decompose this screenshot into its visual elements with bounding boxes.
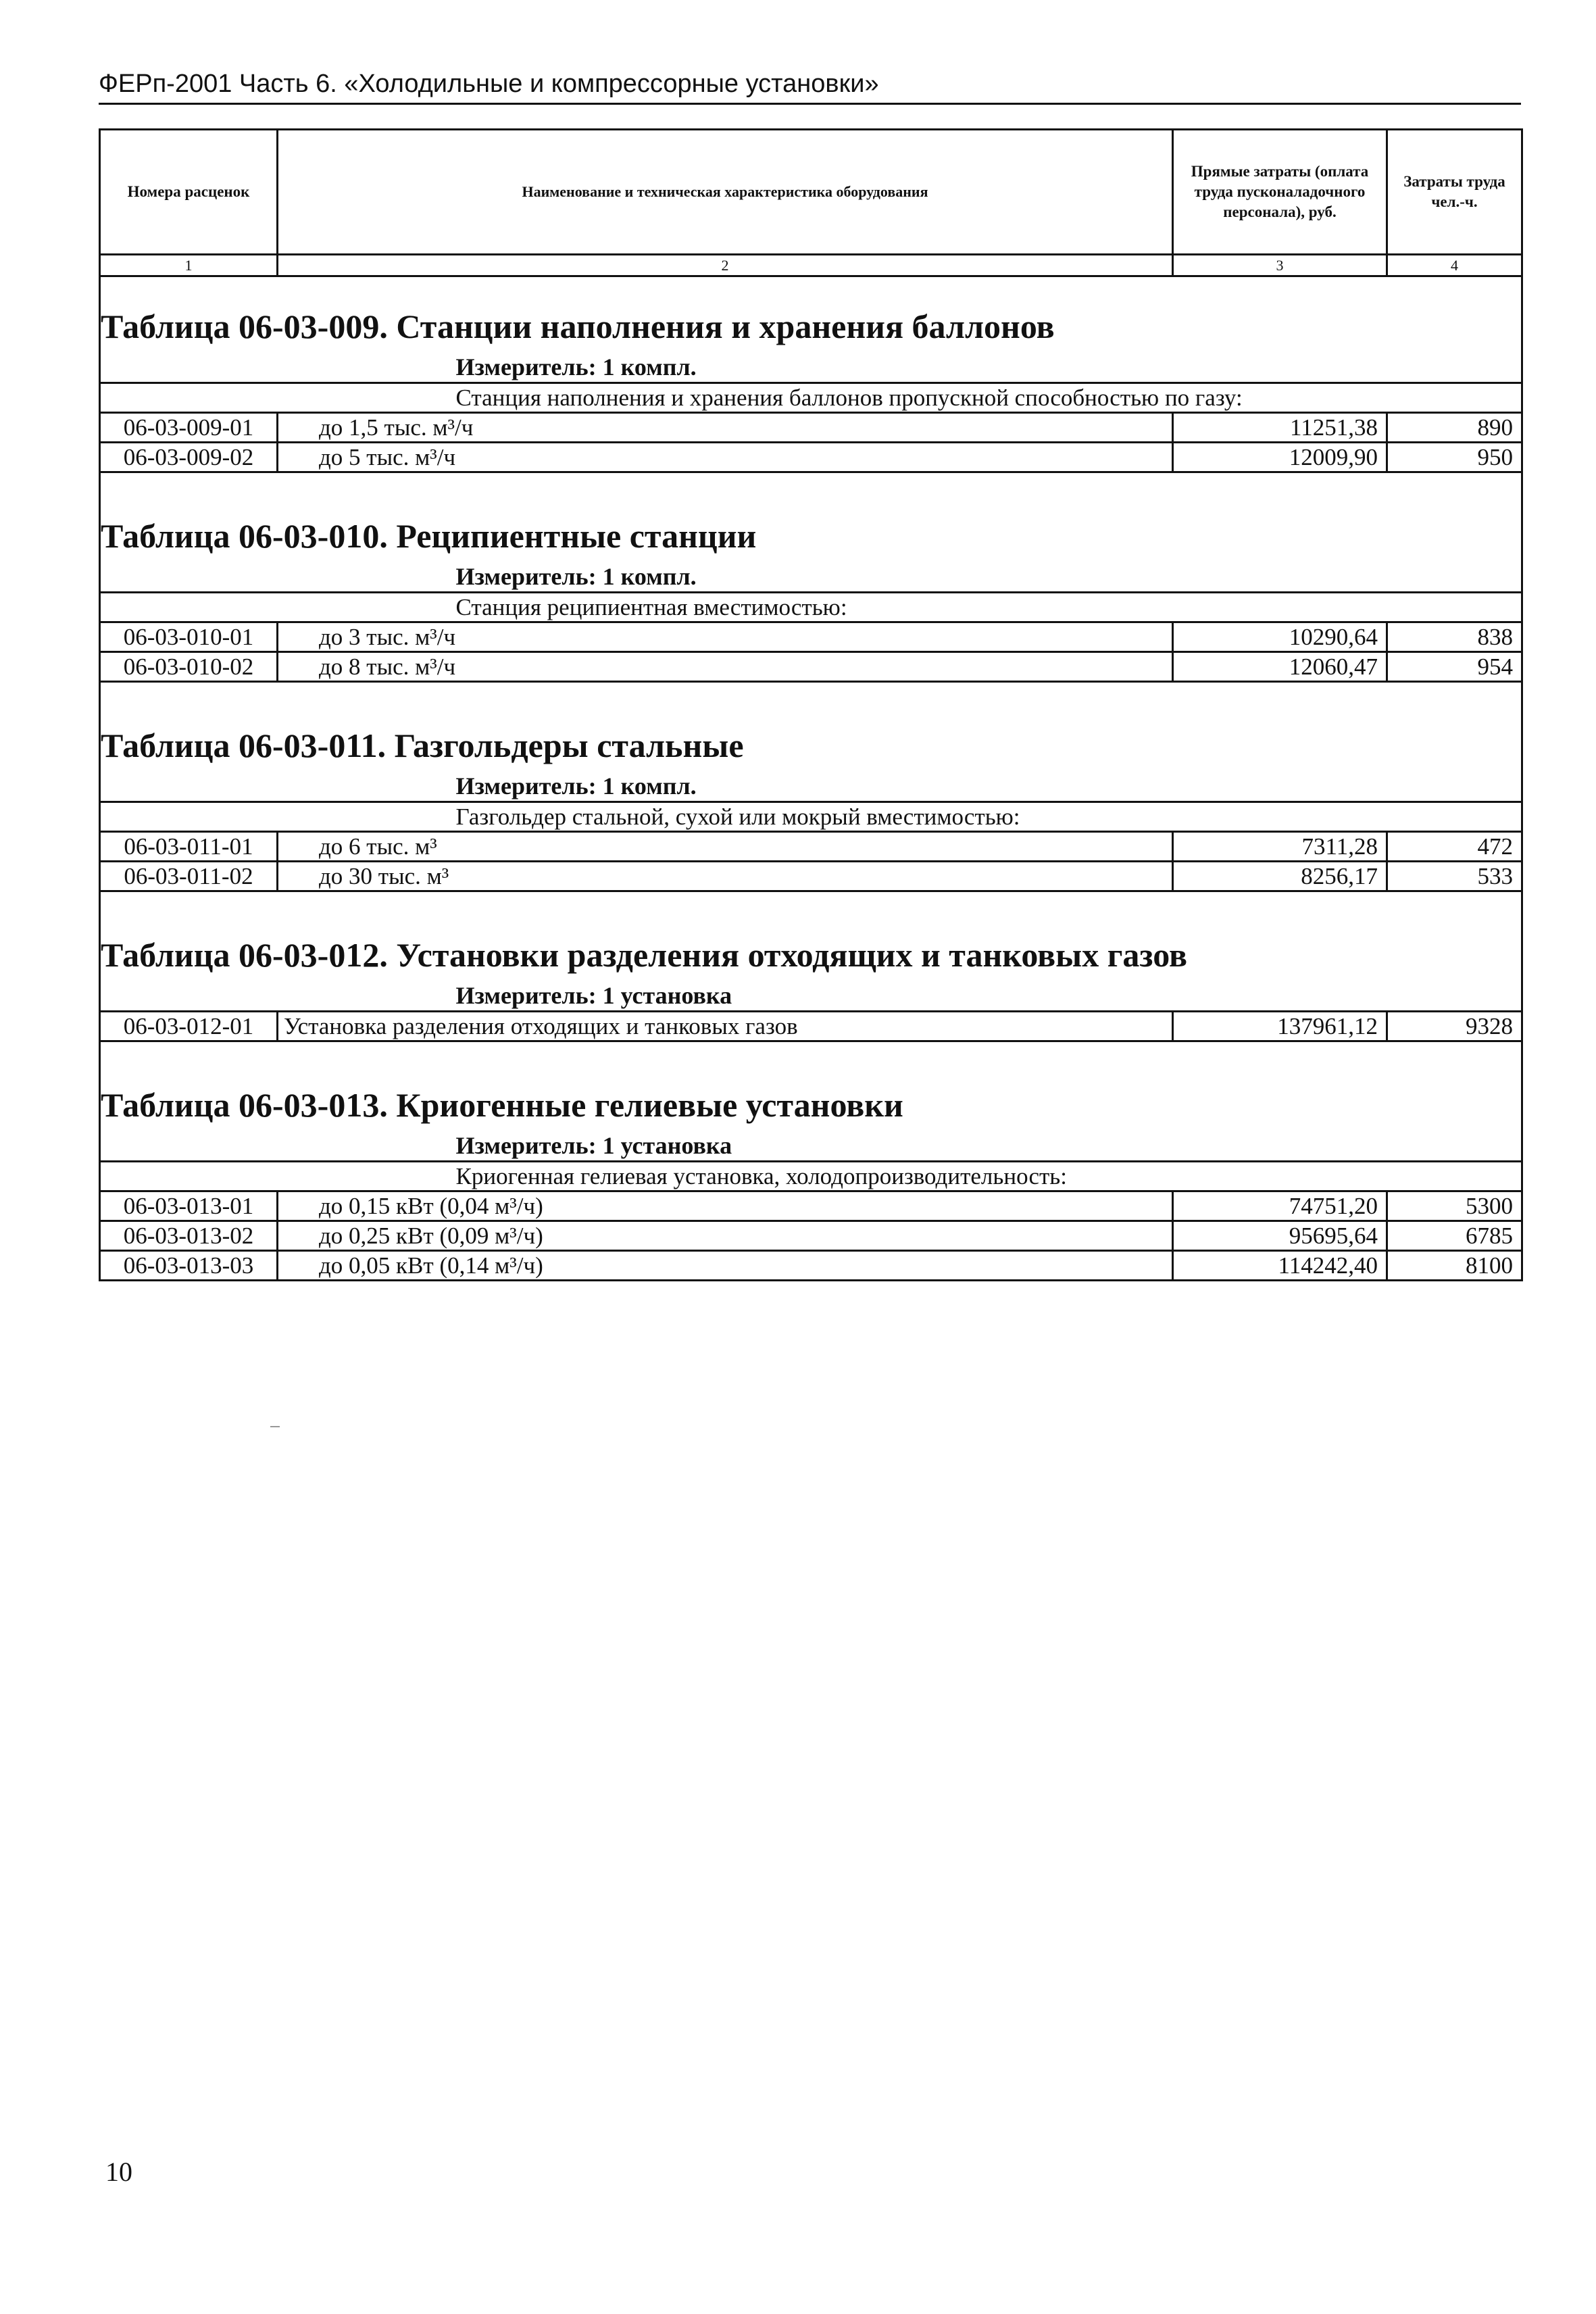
column-number: 3 [1173,255,1387,276]
direct-cost: 11251,38 [1173,413,1387,443]
section-title-row [100,472,1522,560]
section-title-row [100,891,1522,979]
labor-hours: 890 [1387,413,1522,443]
rate-code: 06-03-010-01 [100,622,278,652]
labor-hours: 6785 [1387,1221,1522,1251]
section-title: Таблица 06-03-009. Станции наполнения и хранения баллонов [101,307,1055,345]
rate-name: до 0,05 кВт (0,14 м³/ч) [278,1251,1173,1281]
labor-hours: 8100 [1387,1251,1522,1281]
measure-row [100,351,1522,383]
rate-name: до 6 тыс. м³ [278,832,1173,862]
rate-code: 06-03-013-03 [100,1251,278,1281]
header-rule [99,103,1521,105]
page-number: 10 [105,2157,132,2187]
rate-code: 06-03-013-02 [100,1221,278,1251]
group-heading: Станция наполнения и хранения баллонов пропускной способностью по газу: [455,384,1243,411]
group-heading: Станция реципиентная вместимостью: [455,593,847,620]
measure-unit: Измеритель: 1 установка [455,1132,732,1159]
labor-hours: 5300 [1387,1191,1522,1221]
scan-mark [270,1426,280,1427]
table-header-row [100,130,1522,255]
measure-row [100,979,1522,1012]
group-row [100,383,1522,413]
measure-unit: Измеритель: 1 компл. [455,772,697,799]
rate-code: 06-03-013-01 [100,1191,278,1221]
direct-cost: 74751,20 [1173,1191,1387,1221]
column-number: 4 [1387,255,1522,276]
table-row [100,413,1522,443]
group-heading: Криогенная гелиевая установка, холодопроизводительность: [455,1162,1067,1189]
labor-hours: 950 [1387,443,1522,472]
rate-code: 06-03-010-02 [100,652,278,682]
table-row [100,1191,1522,1221]
measure-unit: Измеритель: 1 компл. [455,563,697,590]
table-row [100,443,1522,472]
rate-code: 06-03-011-01 [100,832,278,862]
measure-unit: Измеритель: 1 установка [455,982,732,1009]
rate-name: до 1,5 тыс. м³/ч [278,413,1173,443]
direct-cost: 12060,47 [1173,652,1387,682]
rate-name: до 5 тыс. м³/ч [278,443,1173,472]
column-numbers-row [100,255,1522,276]
rate-code: 06-03-012-01 [100,1012,278,1041]
direct-cost: 12009,90 [1173,443,1387,472]
rate-code: 06-03-009-01 [100,413,278,443]
table-row [100,652,1522,682]
direct-cost: 7311,28 [1173,832,1387,862]
measure-row [100,1129,1522,1162]
direct-cost: 114242,40 [1173,1251,1387,1281]
labor-hours: 472 [1387,832,1522,862]
header-direct-costs: Прямые затраты (оплата труда пусконаладочного персонала), руб. [1173,130,1387,255]
section-title: Таблица 06-03-010. Реципиентные станции [101,516,757,555]
section-title-row [100,276,1522,351]
rate-name: до 0,15 кВт (0,04 м³/ч) [278,1191,1173,1221]
labor-hours: 838 [1387,622,1522,652]
rates-table [99,128,1523,1281]
table-row [100,1251,1522,1281]
rate-name: Установка разделения отходящих и танковых газов [278,1012,1173,1041]
direct-cost: 137961,12 [1173,1012,1387,1041]
section-title: Таблица 06-03-012. Установки разделения отходящих и танковых газов [101,935,1187,974]
labor-hours: 533 [1387,862,1522,891]
table-row [100,622,1522,652]
column-number: 2 [278,255,1173,276]
header-equipment-name: Наименование и техническая характеристика оборудования [278,130,1173,255]
header-labor-costs: Затраты труда чел.-ч. [1387,130,1522,255]
header-rate-number: Номера расценок [100,130,278,255]
column-number: 1 [100,255,278,276]
direct-cost: 10290,64 [1173,622,1387,652]
labor-hours: 954 [1387,652,1522,682]
measure-row [100,770,1522,802]
table-row [100,862,1522,891]
group-row [100,1162,1522,1191]
section-title: Таблица 06-03-013. Криогенные гелиевые установки [101,1085,903,1124]
group-row [100,802,1522,832]
table-row [100,1221,1522,1251]
rate-name: до 3 тыс. м³/ч [278,622,1173,652]
rate-name: до 0,25 кВт (0,09 м³/ч) [278,1221,1173,1251]
rate-name: до 30 тыс. м³ [278,862,1173,891]
rate-code: 06-03-011-02 [100,862,278,891]
table-row [100,1012,1522,1041]
direct-cost: 8256,17 [1173,862,1387,891]
group-heading: Газгольдер стальной, сухой или мокрый вместимостью: [455,803,1020,830]
running-head: ФЕРп-2001 Часть 6. «Холодильные и компрессорные установки» [99,70,879,98]
section-title: Таблица 06-03-011. Газгольдеры стальные [101,726,744,764]
rate-code: 06-03-009-02 [100,443,278,472]
measure-row [100,560,1522,593]
table-row [100,832,1522,862]
labor-hours: 9328 [1387,1012,1522,1041]
group-row [100,593,1522,622]
measure-unit: Измеритель: 1 компл. [455,353,697,380]
section-title-row [100,682,1522,770]
rate-name: до 8 тыс. м³/ч [278,652,1173,682]
direct-cost: 95695,64 [1173,1221,1387,1251]
section-title-row [100,1041,1522,1129]
